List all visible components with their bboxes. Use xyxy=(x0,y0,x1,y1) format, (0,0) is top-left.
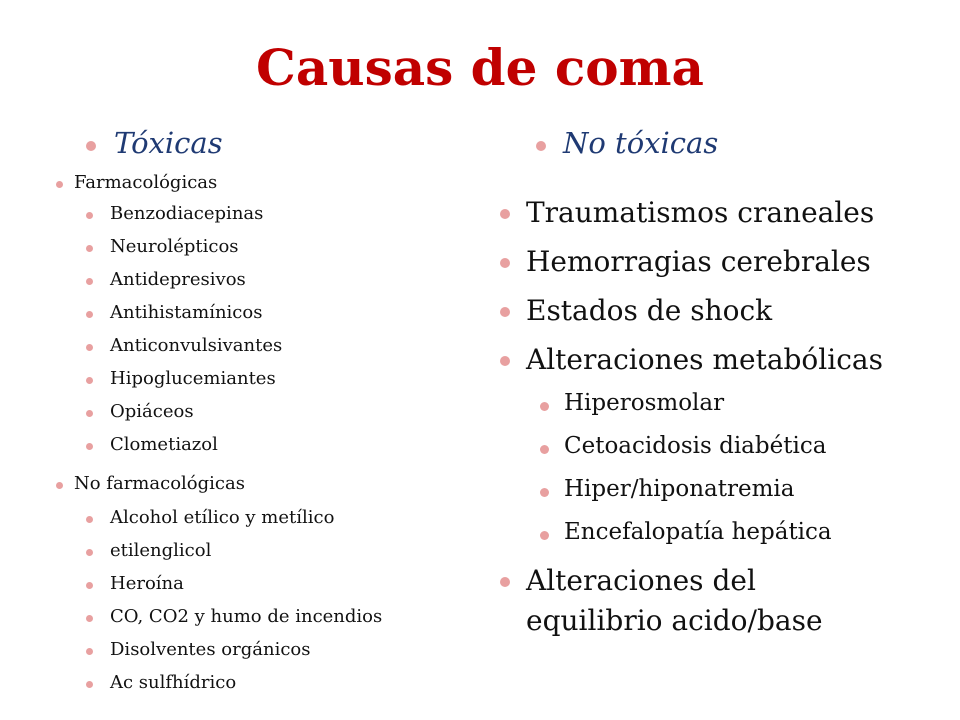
list-item: Hiperosmolar xyxy=(564,390,725,416)
bullet-icon xyxy=(86,141,96,151)
bullet-icon xyxy=(86,549,93,556)
bullet-icon xyxy=(540,488,549,497)
list-item: Disolventes orgánicos xyxy=(110,639,311,660)
bullet-icon xyxy=(86,212,93,219)
toxic-heading: Tóxicas xyxy=(114,126,223,160)
bullet-icon xyxy=(540,402,549,411)
list-item: Clometiazol xyxy=(110,434,218,455)
list-item: Cetoacidosis diabética xyxy=(564,433,827,459)
non-pharmacological-label: No farmacológicas xyxy=(74,473,245,494)
bullet-icon xyxy=(536,141,546,151)
bullet-icon xyxy=(500,307,510,317)
bullet-icon xyxy=(500,209,510,219)
bullet-icon xyxy=(540,531,549,540)
bullet-icon xyxy=(86,582,93,589)
list-item: Antihistamínicos xyxy=(110,302,263,323)
list-item: CO, CO2 y humo de incendios xyxy=(110,606,383,627)
non-toxic-heading: No tóxicas xyxy=(563,126,719,160)
bullet-icon xyxy=(86,245,93,252)
bullet-icon xyxy=(86,377,93,384)
bullet-icon xyxy=(500,258,510,268)
bullet-icon xyxy=(86,278,93,285)
bullet-icon xyxy=(86,681,93,688)
bullet-icon xyxy=(540,445,549,454)
list-item: Hiper/hiponatremia xyxy=(564,476,795,502)
list-item: Alcohol etílico y metílico xyxy=(110,507,335,528)
list-item: Ac sulfhídrico xyxy=(110,672,237,693)
bullet-icon xyxy=(86,344,93,351)
bullet-icon xyxy=(86,311,93,318)
bullet-icon xyxy=(86,410,93,417)
list-item: Neurolépticos xyxy=(110,236,239,257)
list-item: Encefalopatía hepática xyxy=(564,519,832,545)
list-item: etilenglicol xyxy=(110,540,212,561)
acid-base-line-1: Alteraciones del xyxy=(526,564,756,597)
pharmacological-label: Farmacológicas xyxy=(74,172,218,193)
slide-title: Causas de coma xyxy=(256,38,704,97)
bullet-icon xyxy=(500,356,510,366)
bullet-icon xyxy=(500,577,510,587)
bullet-icon xyxy=(56,482,63,489)
list-item: Alteraciones metabólicas xyxy=(526,343,883,376)
bullet-icon xyxy=(86,615,93,622)
list-item: Antidepresivos xyxy=(110,269,246,290)
list-item: Benzodiacepinas xyxy=(110,203,264,224)
bullet-icon xyxy=(86,443,93,450)
list-item: Opiáceos xyxy=(110,401,194,422)
bullet-icon xyxy=(86,648,93,655)
list-item: Heroína xyxy=(110,573,184,594)
bullet-icon xyxy=(56,181,63,188)
list-item: Anticonvulsivantes xyxy=(110,335,283,356)
list-item: Traumatismos craneales xyxy=(526,196,875,229)
bullet-icon xyxy=(86,516,93,523)
list-item: Hipoglucemiantes xyxy=(110,368,276,389)
acid-base-line-2: equilibrio acido/base xyxy=(526,604,823,637)
list-item: Hemorragias cerebrales xyxy=(526,245,871,278)
list-item: Estados de shock xyxy=(526,294,773,327)
